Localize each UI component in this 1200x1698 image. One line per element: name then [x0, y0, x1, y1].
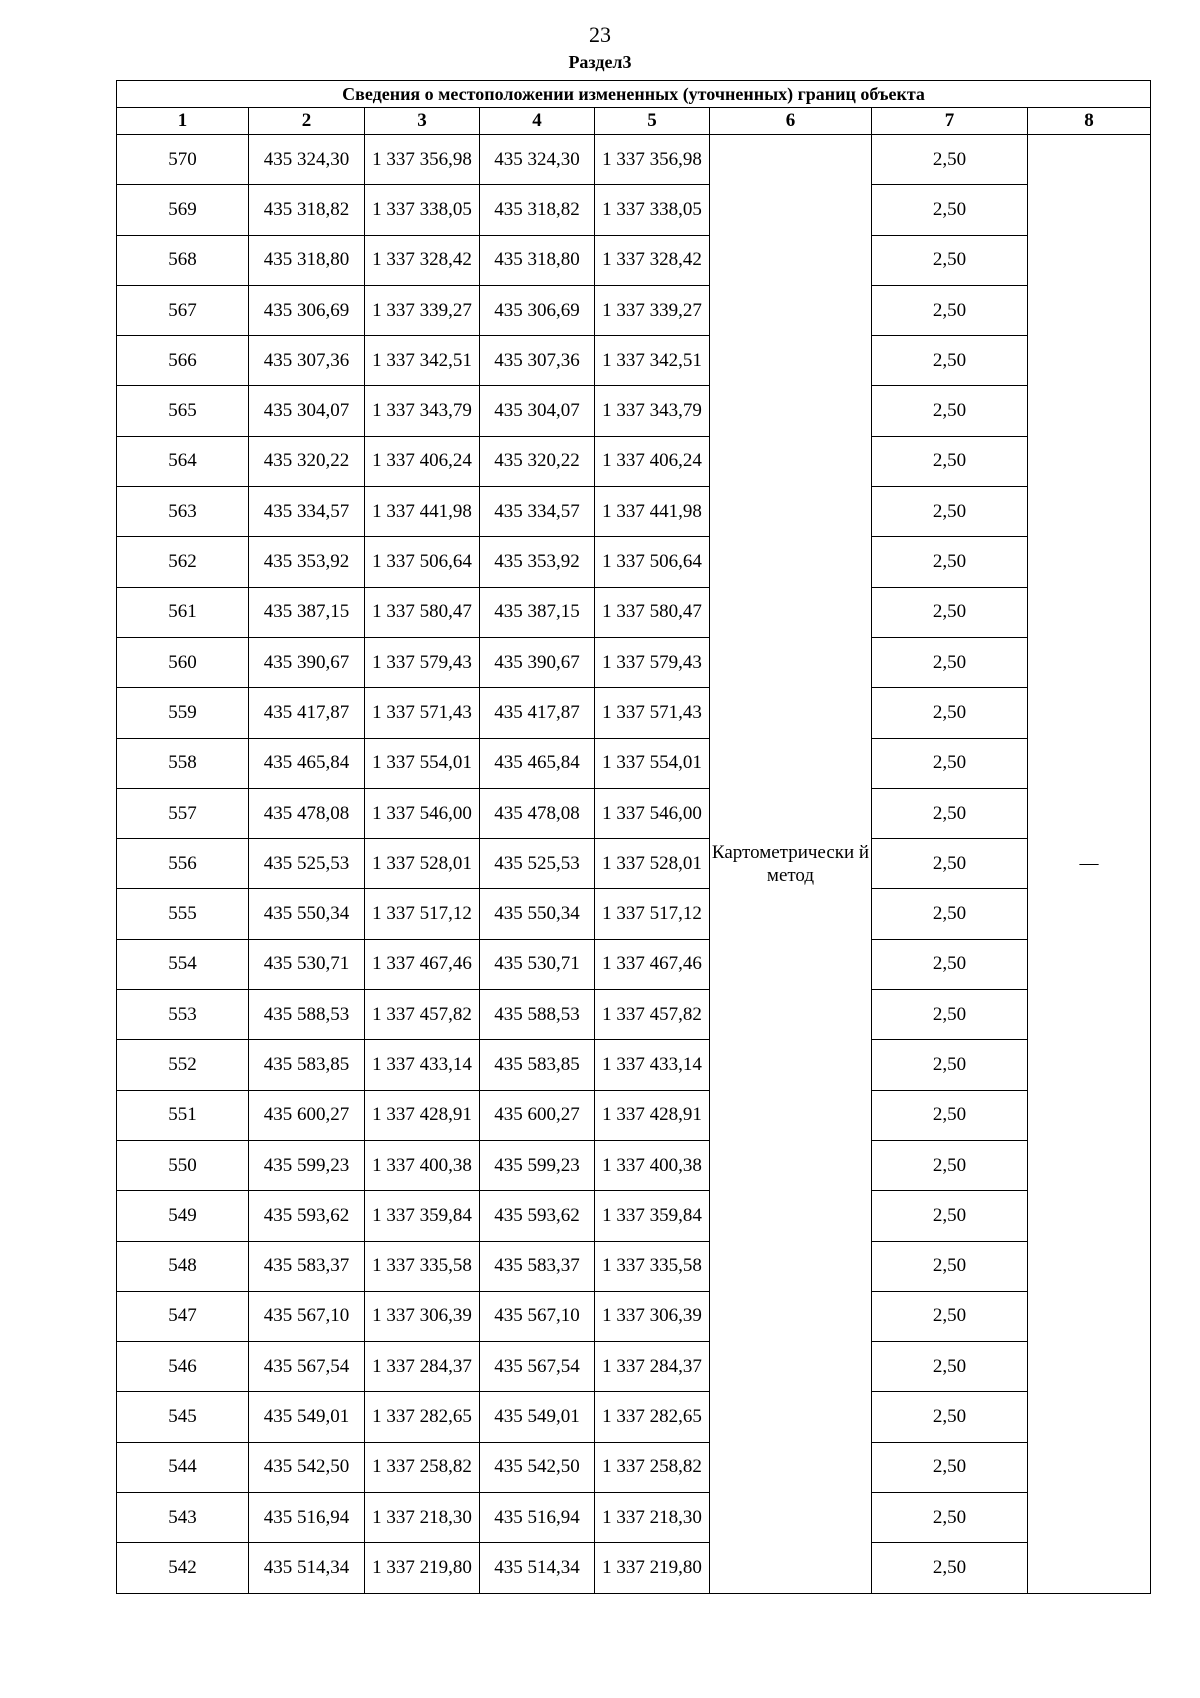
column-number: 1 [117, 108, 249, 135]
point-number-cell: 547 [117, 1291, 249, 1341]
point-number-cell: 568 [117, 235, 249, 285]
y-old-cell: 1 337 441,98 [365, 487, 480, 537]
x-new-cell: 435 514,34 [480, 1543, 595, 1593]
x-old-cell: 435 514,34 [249, 1543, 365, 1593]
x-old-cell: 435 530,71 [249, 939, 365, 989]
accuracy-cell: 2,50 [872, 939, 1028, 989]
column-number: 7 [872, 108, 1028, 135]
point-number-cell: 567 [117, 285, 249, 335]
method-cell: Картометрически й метод [710, 135, 872, 1594]
boundary-coordinates-table [116, 80, 1151, 1594]
table-row [117, 386, 1151, 436]
y-new-cell: 1 337 338,05 [595, 185, 710, 235]
accuracy-cell: 2,50 [872, 487, 1028, 537]
x-new-cell: 435 542,50 [480, 1442, 595, 1492]
accuracy-cell: 2,50 [872, 185, 1028, 235]
accuracy-cell: 2,50 [872, 889, 1028, 939]
point-number-cell: 545 [117, 1392, 249, 1442]
accuracy-cell: 2,50 [872, 235, 1028, 285]
x-old-cell: 435 334,57 [249, 487, 365, 537]
x-new-cell: 435 478,08 [480, 788, 595, 838]
y-new-cell: 1 337 506,64 [595, 537, 710, 587]
accuracy-cell: 2,50 [872, 1342, 1028, 1392]
column-number: 5 [595, 108, 710, 135]
x-new-cell: 435 599,23 [480, 1140, 595, 1190]
point-number-cell: 566 [117, 336, 249, 386]
point-number-cell: 561 [117, 587, 249, 637]
y-new-cell: 1 337 400,38 [595, 1140, 710, 1190]
point-number-cell: 570 [117, 135, 249, 185]
y-new-cell: 1 337 284,37 [595, 1342, 710, 1392]
y-old-cell: 1 337 306,39 [365, 1291, 480, 1341]
point-number-cell: 551 [117, 1090, 249, 1140]
accuracy-cell: 2,50 [872, 788, 1028, 838]
y-new-cell: 1 337 339,27 [595, 285, 710, 335]
x-old-cell: 435 307,36 [249, 336, 365, 386]
page-number: 23 [589, 22, 611, 47]
y-old-cell: 1 337 517,12 [365, 889, 480, 939]
table-row [117, 839, 1151, 889]
x-old-cell: 435 320,22 [249, 436, 365, 486]
x-old-cell: 435 583,85 [249, 1040, 365, 1090]
x-new-cell: 435 320,22 [480, 436, 595, 486]
x-new-cell: 435 465,84 [480, 738, 595, 788]
x-old-cell: 435 387,15 [249, 587, 365, 637]
table-row [117, 738, 1151, 788]
x-new-cell: 435 567,54 [480, 1342, 595, 1392]
x-old-cell: 435 306,69 [249, 285, 365, 335]
x-new-cell: 435 583,37 [480, 1241, 595, 1291]
table-row [117, 487, 1151, 537]
table-row [117, 1241, 1151, 1291]
table-row [117, 939, 1151, 989]
accuracy-cell: 2,50 [872, 1392, 1028, 1442]
point-number-cell: 556 [117, 839, 249, 889]
x-old-cell: 435 465,84 [249, 738, 365, 788]
y-new-cell: 1 337 433,14 [595, 1040, 710, 1090]
x-new-cell: 435 318,82 [480, 185, 595, 235]
table-row [117, 1090, 1151, 1140]
point-number-cell: 565 [117, 386, 249, 436]
column-number: 3 [365, 108, 480, 135]
x-old-cell: 435 417,87 [249, 688, 365, 738]
x-new-cell: 435 525,53 [480, 839, 595, 889]
y-old-cell: 1 337 580,47 [365, 587, 480, 637]
accuracy-cell: 2,50 [872, 738, 1028, 788]
x-new-cell: 435 390,67 [480, 637, 595, 687]
table-row [117, 688, 1151, 738]
table-row [117, 1342, 1151, 1392]
table-row [117, 990, 1151, 1040]
x-old-cell: 435 304,07 [249, 386, 365, 436]
point-number-cell: 554 [117, 939, 249, 989]
y-old-cell: 1 337 433,14 [365, 1040, 480, 1090]
column-number-row [117, 108, 1151, 135]
y-old-cell: 1 337 406,24 [365, 436, 480, 486]
x-old-cell: 435 353,92 [249, 537, 365, 587]
accuracy-cell: 2,50 [872, 1090, 1028, 1140]
y-new-cell: 1 337 579,43 [595, 637, 710, 687]
y-old-cell: 1 337 554,01 [365, 738, 480, 788]
y-new-cell: 1 337 546,00 [595, 788, 710, 838]
x-old-cell: 435 550,34 [249, 889, 365, 939]
x-old-cell: 435 478,08 [249, 788, 365, 838]
accuracy-cell: 2,50 [872, 1241, 1028, 1291]
y-new-cell: 1 337 406,24 [595, 436, 710, 486]
point-number-cell: 557 [117, 788, 249, 838]
x-old-cell: 435 567,10 [249, 1291, 365, 1341]
y-old-cell: 1 337 546,00 [365, 788, 480, 838]
point-number-cell: 553 [117, 990, 249, 1040]
x-new-cell: 435 567,10 [480, 1291, 595, 1341]
x-old-cell: 435 593,62 [249, 1191, 365, 1241]
y-new-cell: 1 337 467,46 [595, 939, 710, 989]
table-row [117, 587, 1151, 637]
point-number-cell: 563 [117, 487, 249, 537]
table-row [117, 285, 1151, 335]
y-old-cell: 1 337 284,37 [365, 1342, 480, 1392]
table-row [117, 1392, 1151, 1442]
y-old-cell: 1 337 356,98 [365, 135, 480, 185]
x-new-cell: 435 334,57 [480, 487, 595, 537]
y-new-cell: 1 337 219,80 [595, 1543, 710, 1593]
y-old-cell: 1 337 579,43 [365, 637, 480, 687]
table-row [117, 436, 1151, 486]
y-new-cell: 1 337 528,01 [595, 839, 710, 889]
column-number: 4 [480, 108, 595, 135]
table-row [117, 185, 1151, 235]
x-new-cell: 435 550,34 [480, 889, 595, 939]
table-row [117, 1291, 1151, 1341]
accuracy-cell: 2,50 [872, 990, 1028, 1040]
y-old-cell: 1 337 400,38 [365, 1140, 480, 1190]
y-old-cell: 1 337 218,30 [365, 1493, 480, 1543]
y-old-cell: 1 337 328,42 [365, 235, 480, 285]
y-new-cell: 1 337 218,30 [595, 1493, 710, 1543]
accuracy-cell: 2,50 [872, 1442, 1028, 1492]
table-caption-row [117, 81, 1151, 108]
x-old-cell: 435 318,80 [249, 235, 365, 285]
x-old-cell: 435 390,67 [249, 637, 365, 687]
x-old-cell: 435 588,53 [249, 990, 365, 1040]
x-new-cell: 435 318,80 [480, 235, 595, 285]
point-number-cell: 558 [117, 738, 249, 788]
accuracy-cell: 2,50 [872, 637, 1028, 687]
y-old-cell: 1 337 343,79 [365, 386, 480, 436]
table-body [117, 135, 1151, 1594]
accuracy-cell: 2,50 [872, 1140, 1028, 1190]
table-row [117, 537, 1151, 587]
accuracy-cell: 2,50 [872, 537, 1028, 587]
table-caption: Сведения о местоположении измененных (уточненных) границ объекта [117, 81, 1151, 108]
y-old-cell: 1 337 467,46 [365, 939, 480, 989]
x-new-cell: 435 600,27 [480, 1090, 595, 1140]
point-number-cell: 549 [117, 1191, 249, 1241]
y-old-cell: 1 337 219,80 [365, 1543, 480, 1593]
y-old-cell: 1 337 258,82 [365, 1442, 480, 1492]
x-new-cell: 435 593,62 [480, 1191, 595, 1241]
x-new-cell: 435 304,07 [480, 386, 595, 436]
x-new-cell: 435 307,36 [480, 336, 595, 386]
y-old-cell: 1 337 339,27 [365, 285, 480, 335]
x-new-cell: 435 324,30 [480, 135, 595, 185]
x-old-cell: 435 600,27 [249, 1090, 365, 1140]
y-old-cell: 1 337 506,64 [365, 537, 480, 587]
table-row [117, 788, 1151, 838]
y-old-cell: 1 337 282,65 [365, 1392, 480, 1442]
y-new-cell: 1 337 441,98 [595, 487, 710, 537]
point-number-cell: 542 [117, 1543, 249, 1593]
y-old-cell: 1 337 528,01 [365, 839, 480, 889]
point-number-cell: 550 [117, 1140, 249, 1190]
table-row [117, 336, 1151, 386]
point-number-cell: 546 [117, 1342, 249, 1392]
y-old-cell: 1 337 359,84 [365, 1191, 480, 1241]
x-old-cell: 435 516,94 [249, 1493, 365, 1543]
accuracy-cell: 2,50 [872, 1291, 1028, 1341]
y-new-cell: 1 337 359,84 [595, 1191, 710, 1241]
x-old-cell: 435 583,37 [249, 1241, 365, 1291]
x-old-cell: 435 567,54 [249, 1342, 365, 1392]
table-row [117, 1442, 1151, 1492]
table-row [117, 1493, 1151, 1543]
point-number-cell: 560 [117, 637, 249, 687]
section-title: Раздел3 [568, 52, 632, 72]
y-old-cell: 1 337 338,05 [365, 185, 480, 235]
x-new-cell: 435 353,92 [480, 537, 595, 587]
accuracy-cell: 2,50 [872, 135, 1028, 185]
x-new-cell: 435 583,85 [480, 1040, 595, 1090]
point-number-cell: 569 [117, 185, 249, 235]
x-old-cell: 435 318,82 [249, 185, 365, 235]
column-number: 2 [249, 108, 365, 135]
point-number-cell: 562 [117, 537, 249, 587]
accuracy-cell: 2,50 [872, 386, 1028, 436]
y-new-cell: 1 337 580,47 [595, 587, 710, 637]
y-new-cell: 1 337 343,79 [595, 386, 710, 436]
y-old-cell: 1 337 428,91 [365, 1090, 480, 1140]
column-number: 8 [1028, 108, 1151, 135]
y-old-cell: 1 337 571,43 [365, 688, 480, 738]
table-row [117, 135, 1151, 185]
accuracy-cell: 2,50 [872, 1493, 1028, 1543]
accuracy-cell: 2,50 [872, 839, 1028, 889]
point-number-cell: 555 [117, 889, 249, 939]
y-new-cell: 1 337 258,82 [595, 1442, 710, 1492]
x-old-cell: 435 599,23 [249, 1140, 365, 1190]
accuracy-cell: 2,50 [872, 587, 1028, 637]
accuracy-cell: 2,50 [872, 1191, 1028, 1241]
point-number-cell: 564 [117, 436, 249, 486]
table-row [117, 637, 1151, 687]
x-old-cell: 435 549,01 [249, 1392, 365, 1442]
x-old-cell: 435 324,30 [249, 135, 365, 185]
x-new-cell: 435 549,01 [480, 1392, 595, 1442]
x-new-cell: 435 516,94 [480, 1493, 595, 1543]
x-new-cell: 435 530,71 [480, 939, 595, 989]
x-old-cell: 435 542,50 [249, 1442, 365, 1492]
y-new-cell: 1 337 356,98 [595, 135, 710, 185]
y-old-cell: 1 337 335,58 [365, 1241, 480, 1291]
y-new-cell: 1 337 328,42 [595, 235, 710, 285]
x-new-cell: 435 417,87 [480, 688, 595, 738]
table-row [117, 235, 1151, 285]
y-new-cell: 1 337 282,65 [595, 1392, 710, 1442]
y-new-cell: 1 337 571,43 [595, 688, 710, 738]
y-new-cell: 1 337 306,39 [595, 1291, 710, 1341]
y-new-cell: 1 337 554,01 [595, 738, 710, 788]
accuracy-cell: 2,50 [872, 436, 1028, 486]
x-old-cell: 435 525,53 [249, 839, 365, 889]
y-new-cell: 1 337 342,51 [595, 336, 710, 386]
table-row [117, 1140, 1151, 1190]
y-new-cell: 1 337 457,82 [595, 990, 710, 1040]
table-row [117, 889, 1151, 939]
column8-cell: — [1028, 135, 1151, 1594]
y-new-cell: 1 337 428,91 [595, 1090, 710, 1140]
y-new-cell: 1 337 335,58 [595, 1241, 710, 1291]
point-number-cell: 543 [117, 1493, 249, 1543]
point-number-cell: 544 [117, 1442, 249, 1492]
y-new-cell: 1 337 517,12 [595, 889, 710, 939]
point-number-cell: 559 [117, 688, 249, 738]
accuracy-cell: 2,50 [872, 336, 1028, 386]
point-number-cell: 552 [117, 1040, 249, 1090]
point-number-cell: 548 [117, 1241, 249, 1291]
accuracy-cell: 2,50 [872, 1040, 1028, 1090]
table-row [117, 1040, 1151, 1090]
x-new-cell: 435 387,15 [480, 587, 595, 637]
table-row [117, 1543, 1151, 1593]
accuracy-cell: 2,50 [872, 285, 1028, 335]
x-new-cell: 435 588,53 [480, 990, 595, 1040]
y-old-cell: 1 337 457,82 [365, 990, 480, 1040]
accuracy-cell: 2,50 [872, 688, 1028, 738]
x-new-cell: 435 306,69 [480, 285, 595, 335]
table-row [117, 1191, 1151, 1241]
accuracy-cell: 2,50 [872, 1543, 1028, 1593]
column-number: 6 [710, 108, 872, 135]
y-old-cell: 1 337 342,51 [365, 336, 480, 386]
